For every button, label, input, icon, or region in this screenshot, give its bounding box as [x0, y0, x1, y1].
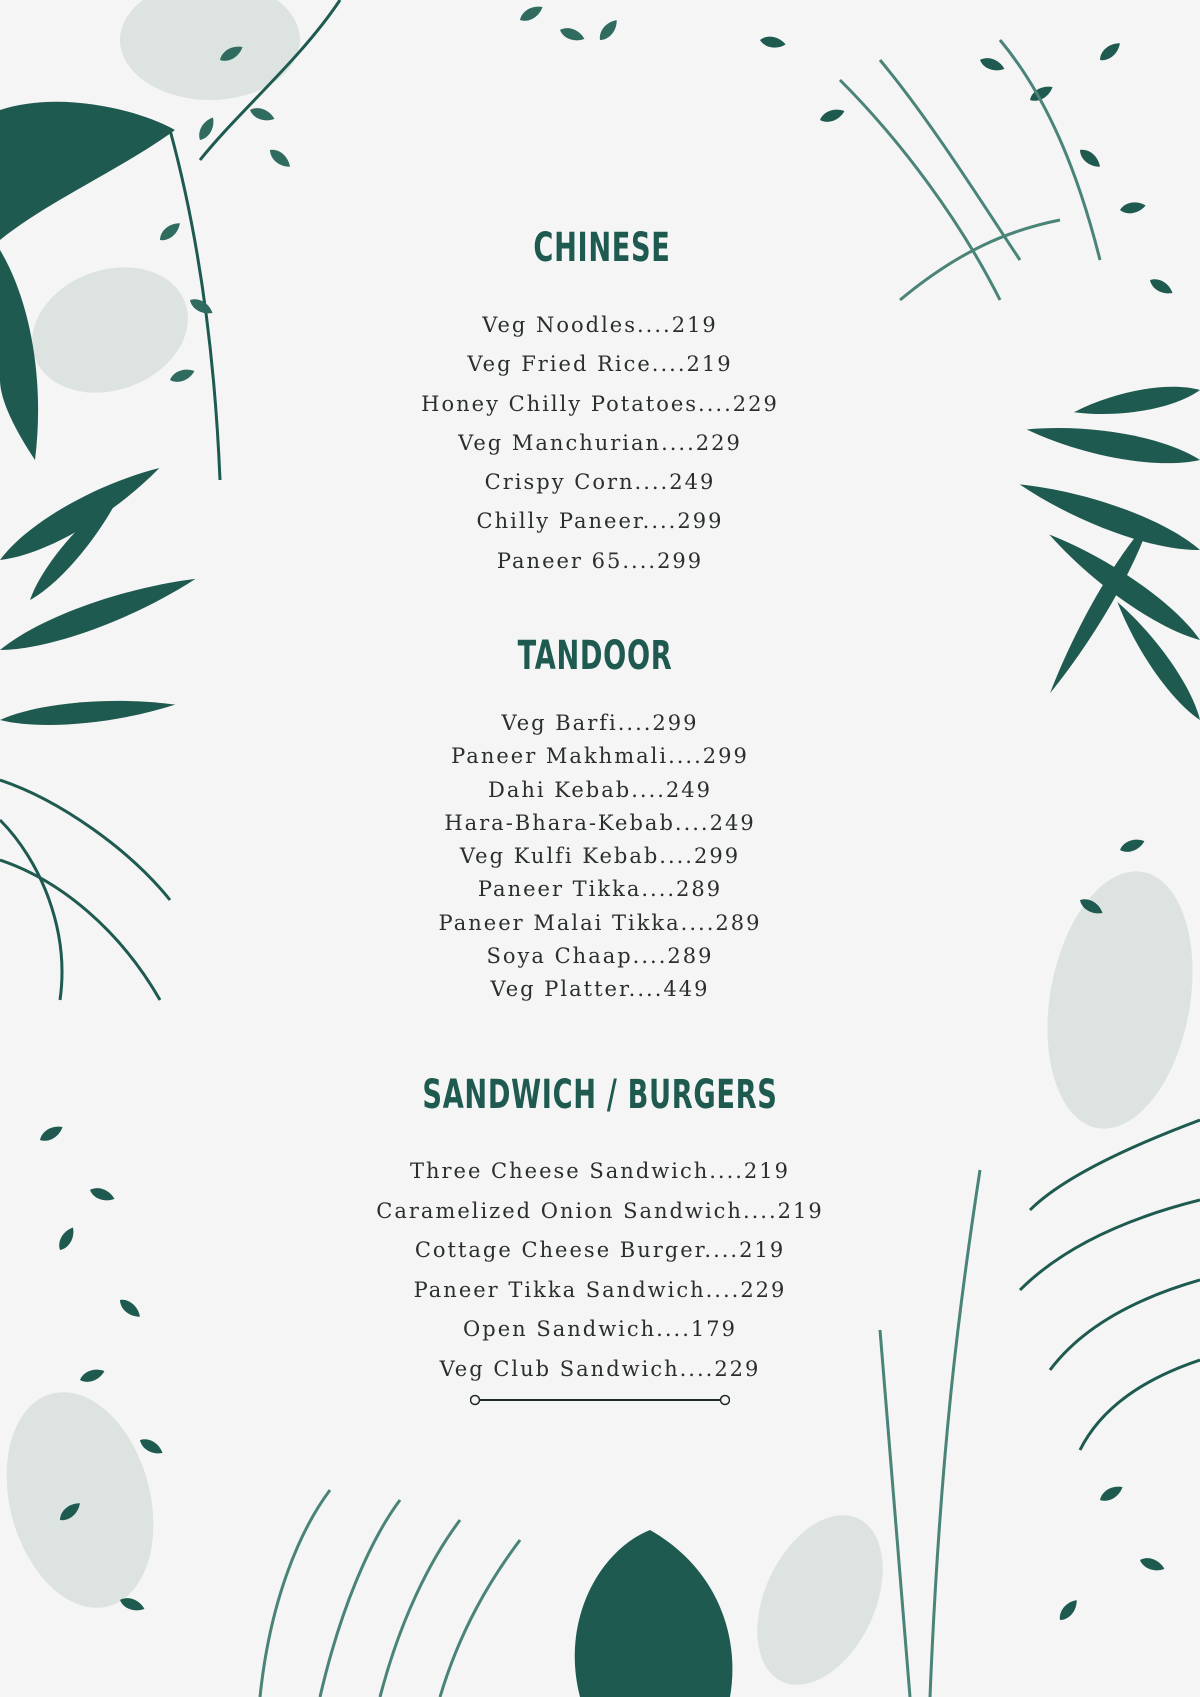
section-title: TANDOOR — [517, 633, 673, 679]
menu-item: Cottage Cheese Burger....219 — [414, 1238, 786, 1262]
menu-item: Honey Chilly Potatoes....229 — [421, 391, 779, 416]
menu-item: Paneer Makhmali....299 — [451, 744, 749, 769]
menu-item: Veg Manchurian....229 — [458, 430, 742, 455]
menu-item: Paneer Malai Tikka....289 — [438, 910, 762, 935]
menu-item: Paneer Tikka Sandwich....229 — [413, 1277, 787, 1302]
menu-item: Paneer Tikka....289 — [477, 877, 723, 902]
menu-item: Soya Chaap....289 — [486, 944, 714, 969]
menu-item: Paneer 65....299 — [496, 548, 704, 573]
menu-item: Veg Kulfi Kebab....299 — [459, 844, 741, 869]
section-title: CHINESE — [533, 225, 671, 271]
menu — [300, 0, 900, 1697]
menu-item: Veg Fried Rice....219 — [467, 352, 733, 377]
menu-item: Caramelized Onion Sandwich....219 — [376, 1198, 824, 1223]
section-chinese — [300, 224, 900, 581]
menu-item: Veg Club Sandwich....229 — [439, 1356, 761, 1381]
menu-items — [300, 707, 900, 1007]
divider — [470, 1392, 730, 1408]
menu-item: Veg Barfi....299 — [501, 711, 699, 735]
menu-item: Chilly Paneer....299 — [476, 509, 724, 534]
menu-items — [300, 1152, 900, 1389]
menu-item: Crispy Corn....249 — [484, 470, 716, 495]
section-sandwich-burgers — [300, 1071, 900, 1389]
menu-item: Veg Noodles....219 — [482, 313, 718, 337]
menu-item: Three Cheese Sandwich....219 — [409, 1159, 791, 1183]
menu-item: Dahi Kebab....249 — [487, 777, 712, 802]
menu-item: Hara-Bhara-Kebab....249 — [444, 810, 756, 835]
section-tandoor — [300, 632, 900, 1007]
menu-item: Open Sandwich....179 — [463, 1317, 737, 1341]
menu-items — [300, 306, 900, 581]
menu-item: Veg Platter....449 — [490, 977, 710, 1002]
section-title: SANDWICH / BURGERS — [422, 1072, 778, 1118]
